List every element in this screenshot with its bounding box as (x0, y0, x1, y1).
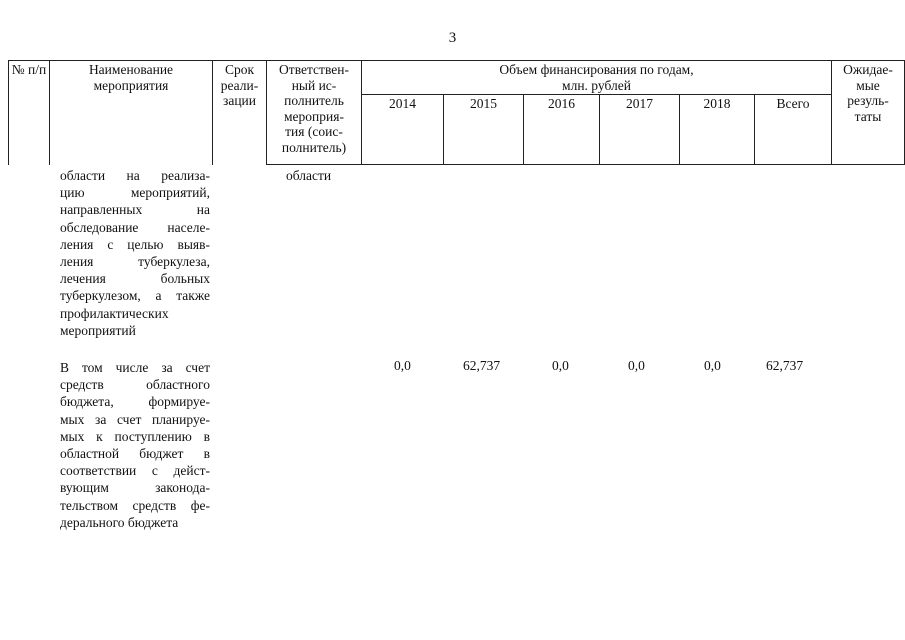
value-2016: 0,0 (552, 358, 569, 373)
value-total: 62,737 (766, 358, 804, 373)
header-name: Наименование мероприятия (50, 61, 213, 165)
header-executor: Ответствен- ный ис- полнитель мероприя- тия (соис- полнитель) (267, 61, 362, 165)
header-year-2018: 2018 (680, 95, 755, 165)
value-2014: 0,0 (394, 358, 411, 373)
header-table (8, 60, 905, 165)
header-year-2017: 2017 (600, 95, 680, 165)
header-total: Всего (755, 95, 832, 165)
page-number: 3 (448, 30, 457, 46)
row1-executor: области (286, 168, 332, 183)
header-year-2015: 2015 (444, 95, 524, 165)
header-year-2016: 2016 (524, 95, 600, 165)
row2-name: В том числе за счет средств областного бюджета, формируе- мых за счет планируе- мых к поступлению в областной бюджет в соответствии с дейст- вующим законода- тельством средств фе- дерального бюджета (60, 360, 210, 530)
value-2018: 0,0 (704, 358, 721, 373)
row1-name: области на реализа- цию мероприятий, направленных на обследование населе- ления с целью выяв- ления туберкулеза, лечения больных туберкулезом, а также профилактических мероприятий (60, 168, 210, 338)
header-term: Срок реали- зации (213, 61, 267, 165)
value-2015: 62,737 (463, 358, 501, 373)
header-num: № п/п (9, 61, 50, 165)
header-year-2014: 2014 (362, 95, 444, 165)
header-financing: Объем финансирования по годам, млн. рублей (362, 61, 832, 95)
header-results: Ожидае- мые резуль- таты (832, 61, 905, 165)
value-2017: 0,0 (628, 358, 645, 373)
